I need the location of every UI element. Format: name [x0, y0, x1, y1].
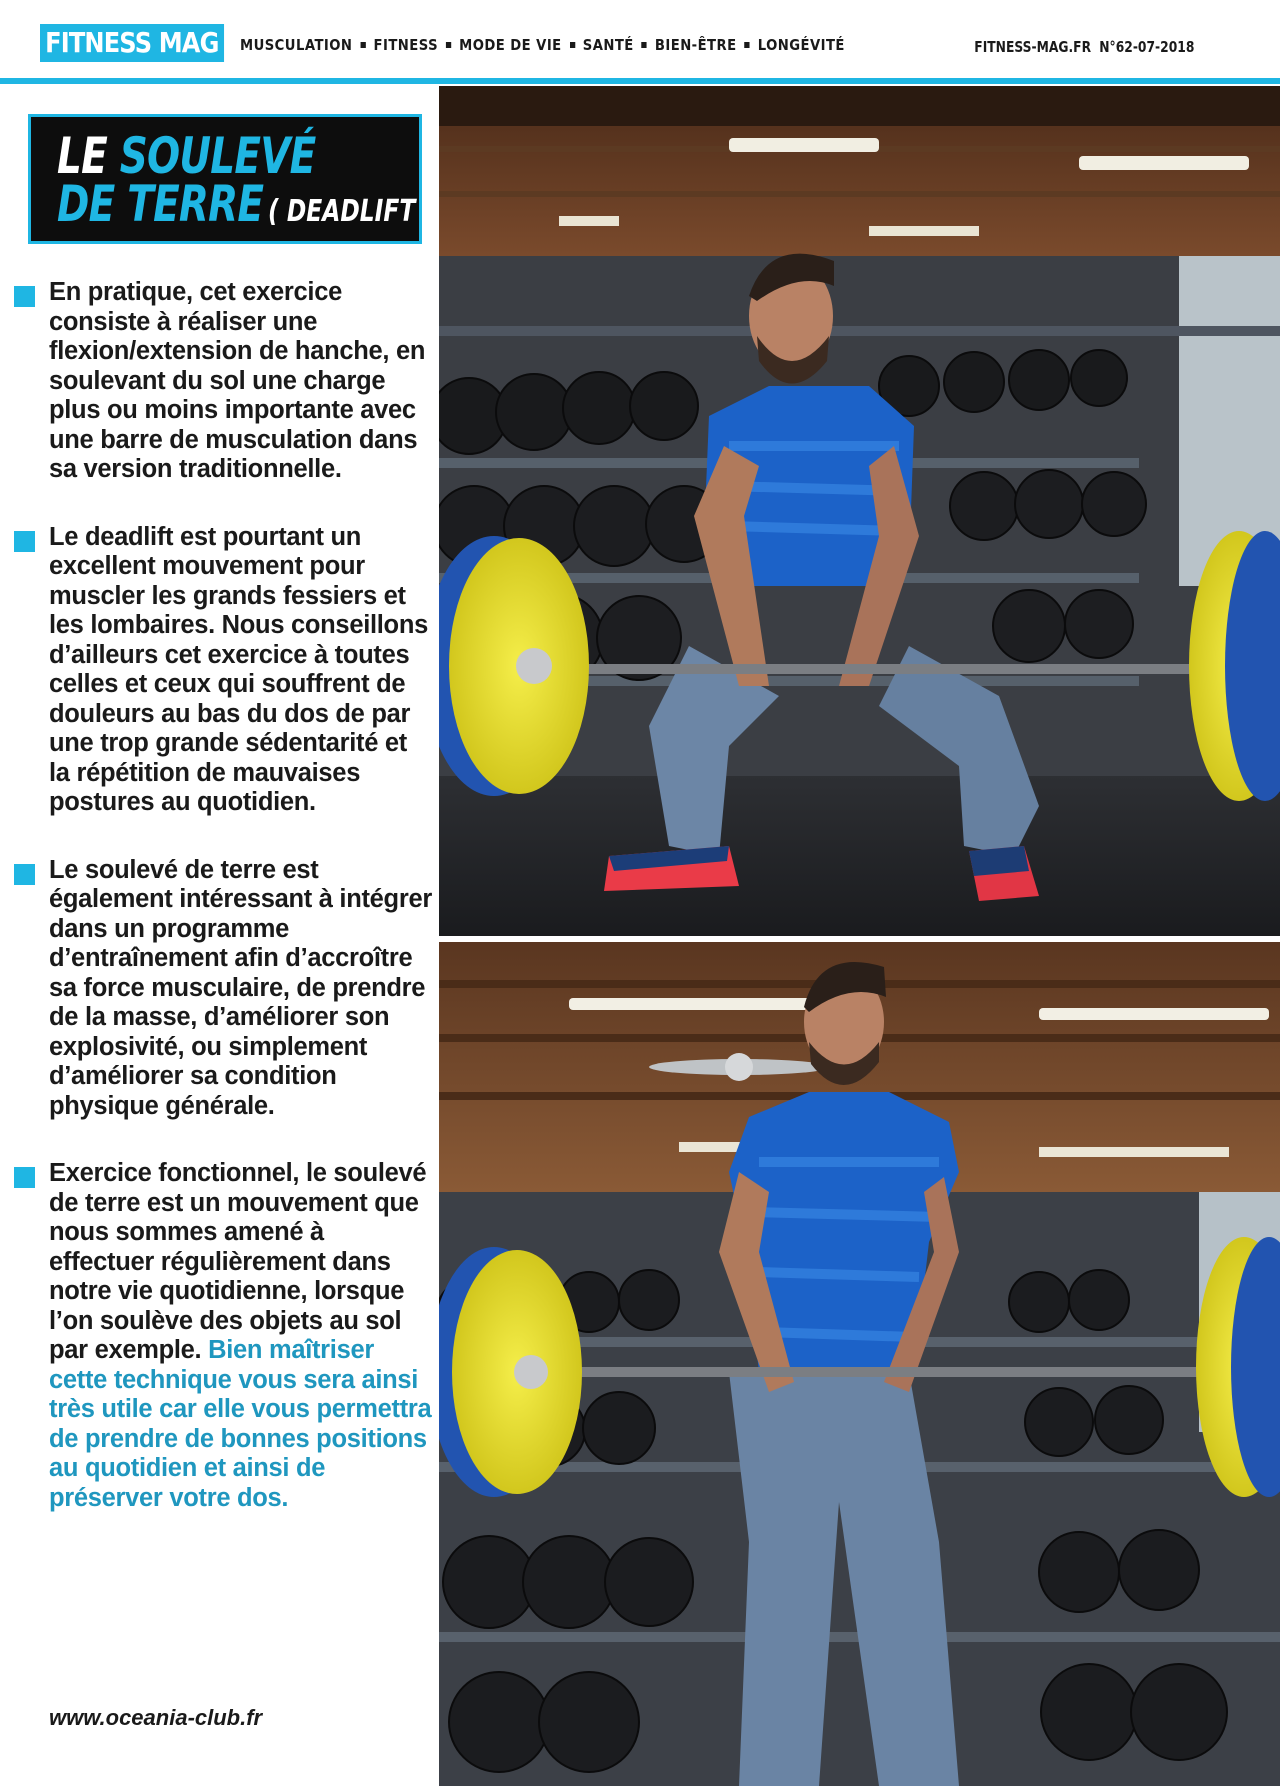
paragraph-text: En pratique, cet exercice consiste à réaliser une flexion/extension de hanche, en soulevant du sol une charge plus ou moins importante avec une barre de musculation dans sa version traditionnelle.	[49, 278, 426, 483]
nav-item-fitness[interactable]: FITNESS	[373, 36, 439, 54]
issue-info	[966, 38, 1194, 56]
square-bullet-icon	[14, 864, 35, 885]
nav-separator	[744, 42, 749, 48]
paragraph-text: Le soulevé de terre est également intéressant à intégrer dans un programme d’entraînement afin d’accroître sa force musculaire, de prendre de la masse, d’améliorer son explosivité, ou simplement d’améliorer sa condition physique générale.	[49, 855, 432, 1120]
square-bullet-icon	[14, 531, 35, 552]
source-website-link[interactable]: www.oceania-club.fr	[49, 1705, 263, 1730]
magazine-header	[0, 0, 1280, 86]
deadlift-lockout-photo	[439, 942, 1280, 1786]
article-title	[28, 114, 435, 244]
nav-separator	[570, 42, 575, 48]
nav-item-longevite[interactable]: LONGÉVITÉ	[757, 36, 845, 54]
paragraph	[12, 856, 432, 1122]
site-name: FITNESS-MAG.FR	[973, 38, 1091, 56]
deadlift-start-photo	[439, 86, 1280, 936]
title-line-2	[57, 175, 435, 237]
nav-separator	[642, 42, 647, 48]
paragraph	[12, 1159, 432, 1513]
title-subtitle-deadlift: ( DEADLIFT )	[267, 194, 435, 229]
nav-item-mode-de-vie[interactable]: MODE DE VIE	[459, 36, 562, 54]
paragraph	[12, 278, 432, 485]
square-bullet-icon	[14, 286, 35, 307]
nav-item-bien-etre[interactable]: BIEN-ÊTRE	[654, 36, 737, 54]
nav-item-sante[interactable]: SANTÉ	[582, 36, 634, 54]
nav-separator	[446, 42, 451, 48]
square-bullet-icon	[14, 1167, 35, 1188]
paragraph-highlight: Bien maîtriser cette technique vous sera ainsi très utile car elle vous permettra de prendre de bonnes positions au quotidien et ainsi de préserver votre dos.	[49, 1336, 432, 1512]
paragraph-text: Le deadlift est pourtant un excellent mouvement pour muscler les grands fessiers et les lombaires. Nous conseillons d’ailleurs cet exercice à toutes celles et ceux qui souffrent de douleurs au bas du dos de par une trop grande sédentarité et la répétition de mauvaises postures au quotidien.	[49, 522, 428, 816]
paragraph-text-plain: Exercice fonctionnel, le soulevé de terre est un mouvement que nous sommes amené à effectuer régulièrement dans notre vie quotidienne, lorsque l’on soulève des objets au sol par exemple.	[49, 1159, 427, 1364]
nav-item-musculation[interactable]: MUSCULATION	[240, 36, 353, 54]
magazine-logo[interactable]: FITNESS MAG	[40, 24, 224, 62]
paragraph-text	[49, 1159, 432, 1513]
header-divider	[0, 78, 1280, 84]
section-nav	[240, 36, 845, 54]
nav-separator	[360, 42, 365, 48]
title-word-de-terre: DE TERRE	[57, 175, 264, 233]
issue-number: N°62-07-2018	[1098, 38, 1194, 56]
title-line-1	[57, 127, 316, 185]
title-word-souleve: SOULEVÉ	[119, 127, 316, 185]
article-body	[12, 278, 432, 1551]
paragraph	[12, 523, 432, 818]
title-word-le: LE	[57, 127, 107, 185]
